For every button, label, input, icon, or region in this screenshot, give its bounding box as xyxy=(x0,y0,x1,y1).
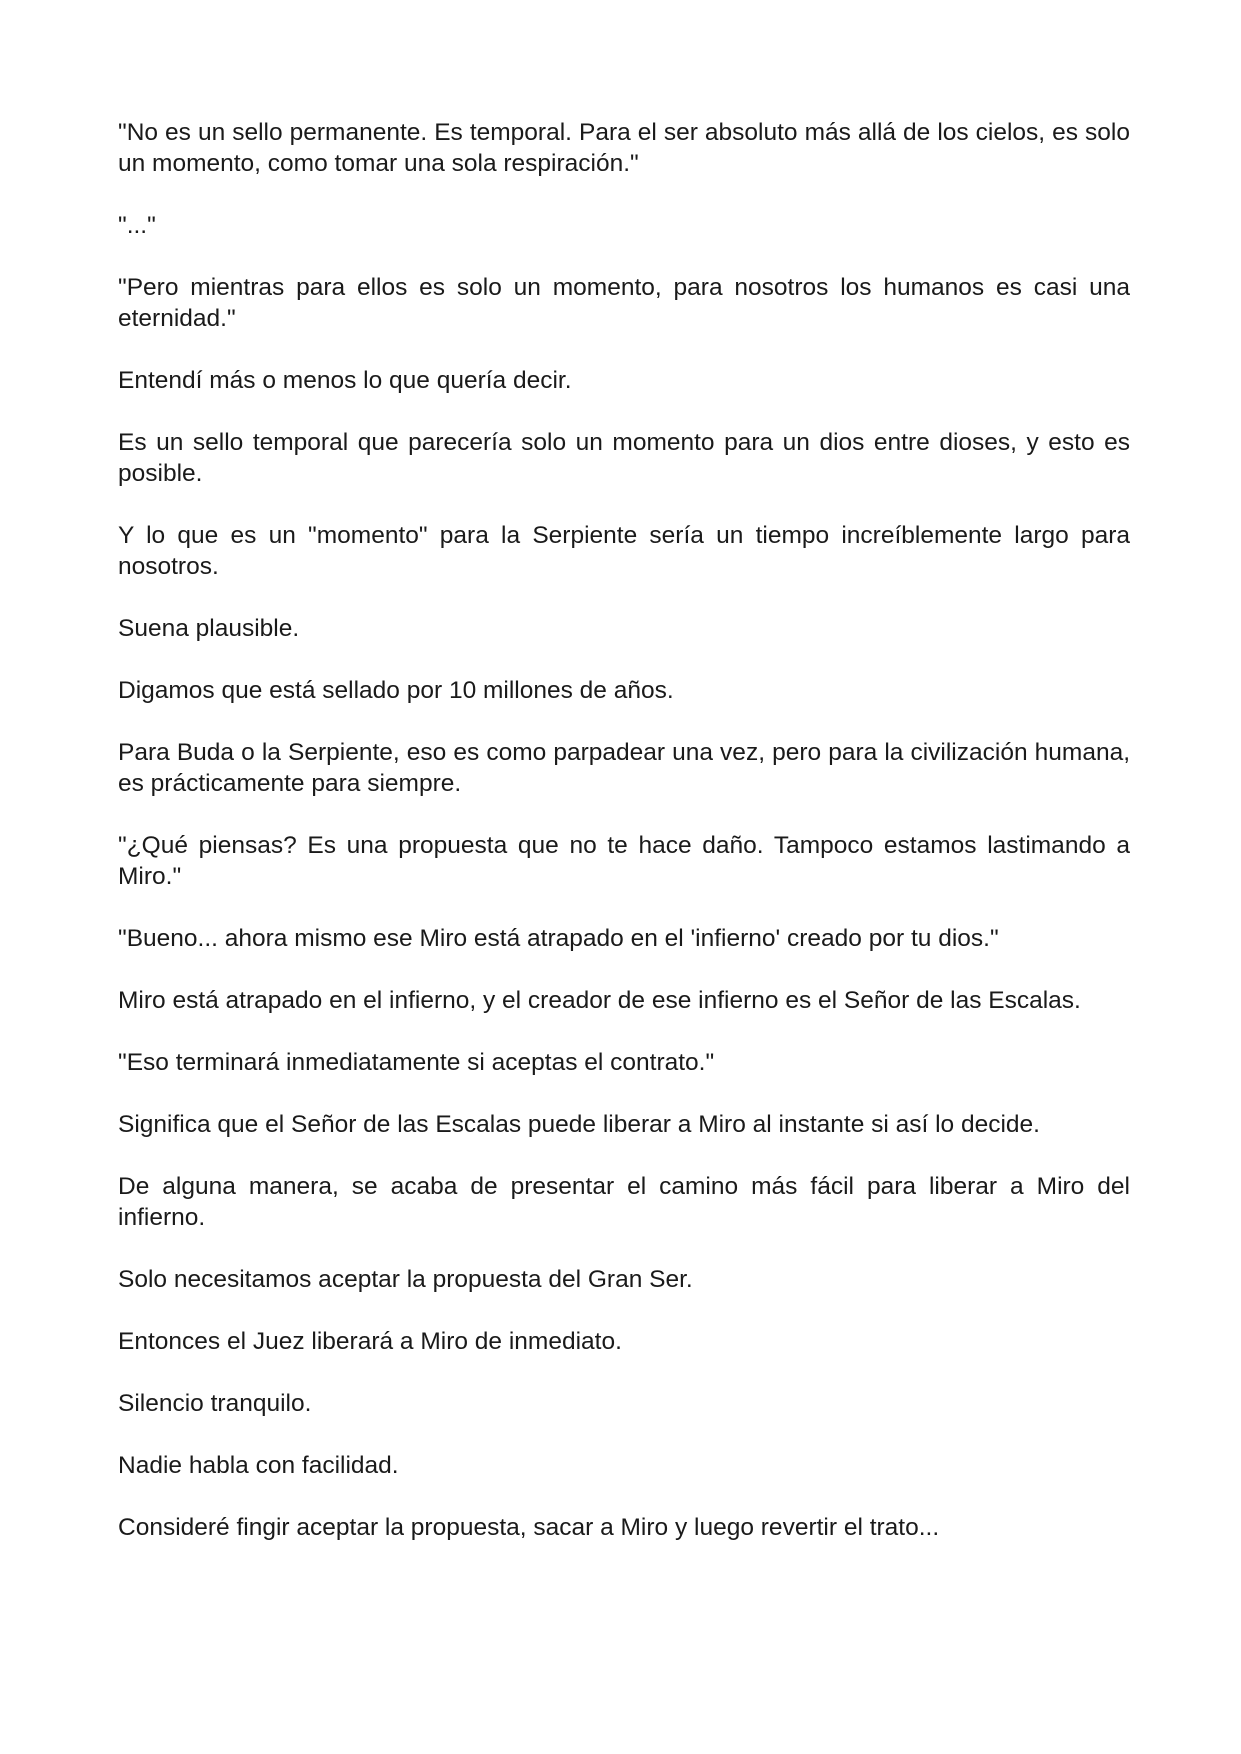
paragraph-5: Es un sello temporal que parecería solo un momento para un dios entre dioses, y esto es posible. xyxy=(118,429,1130,487)
paragraph-14: Significa que el Señor de las Escalas puede liberar a Miro al instante si así lo decide. xyxy=(118,1111,1040,1138)
paragraph-20: Consideré fingir aceptar la propuesta, sacar a Miro y luego revertir el trato... xyxy=(118,1514,940,1541)
paragraph-16: Solo necesitamos aceptar la propuesta del Gran Ser. xyxy=(118,1266,693,1293)
paragraph-6: Y lo que es un "momento" para la Serpiente sería un tiempo increíblemente largo para nosotros. xyxy=(118,522,1130,580)
paragraph-12: Miro está atrapado en el infierno, y el creador de ese infierno es el Señor de las Escalas. xyxy=(118,987,1081,1014)
paragraph-1: "No es un sello permanente. Es temporal. Para el ser absoluto más allá de los cielos, es solo un momento, como tomar una sola respiración." xyxy=(118,119,1130,177)
paragraph-9: Para Buda o la Serpiente, eso es como parpadear una vez, pero para la civilización humana, es prácticamente para siempre. xyxy=(118,739,1130,797)
paragraph-13: "Eso terminará inmediatamente si aceptas el contrato." xyxy=(118,1049,715,1076)
paragraph-3: "Pero mientras para ellos es solo un momento, para nosotros los humanos es casi una eternidad." xyxy=(118,274,1130,332)
paragraph-19: Nadie habla con facilidad. xyxy=(118,1452,399,1479)
paragraph-15: De alguna manera, se acaba de presentar el camino más fácil para liberar a Miro del infierno. xyxy=(118,1173,1130,1231)
paragraph-17: Entonces el Juez liberará a Miro de inmediato. xyxy=(118,1328,622,1355)
paragraph-11: "Bueno... ahora mismo ese Miro está atrapado en el 'infierno' creado por tu dios." xyxy=(118,925,999,952)
paragraph-7: Suena plausible. xyxy=(118,615,300,642)
document-page xyxy=(118,117,1130,1543)
paragraph-8: Digamos que está sellado por 10 millones de años. xyxy=(118,677,674,704)
paragraph-4: Entendí más o menos lo que quería decir. xyxy=(118,367,572,394)
paragraph-10: "¿Qué piensas? Es una propuesta que no te hace daño. Tampoco estamos lastimando a Miro." xyxy=(118,832,1130,890)
paragraph-18: Silencio tranquilo. xyxy=(118,1390,312,1417)
paragraph-2: "..." xyxy=(118,212,156,239)
